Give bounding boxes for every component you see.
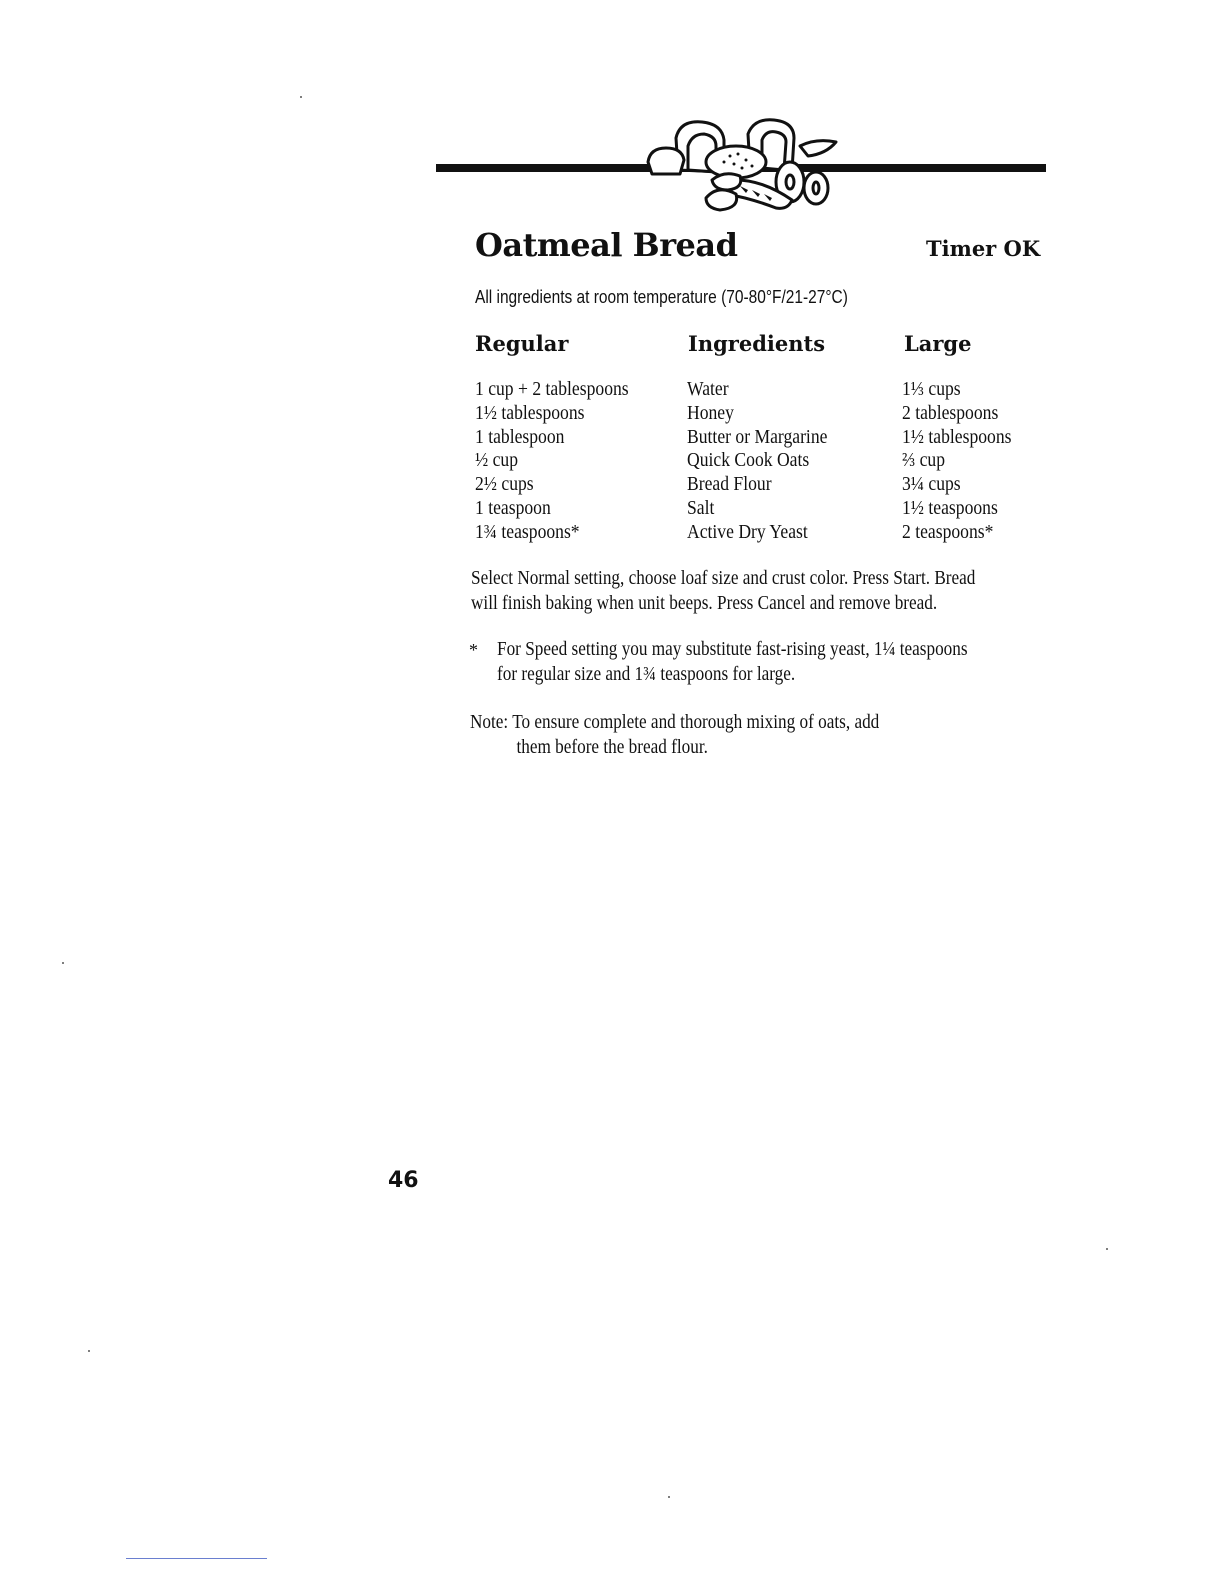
regular-amount: 1½ tablespoons [475, 401, 585, 424]
regular-amount: 1 teaspoon [475, 496, 551, 519]
ingredient-name: Honey [687, 401, 734, 424]
scan-speck [300, 96, 302, 98]
footnote-line: For Speed setting you may substitute fast-rising yeast, 1¼ teaspoons [497, 638, 968, 660]
ingredient-name: Bread Flour [687, 473, 772, 496]
note-line: them before the bread flour. [516, 735, 708, 758]
instructions [471, 566, 975, 615]
column-header-large: Large [904, 331, 972, 356]
instructions-line: will finish baking when unit beeps. Press Cancel and remove bread. [471, 591, 938, 614]
large-amount: 1½ tablespoons [902, 425, 1012, 448]
scan-speck [62, 962, 64, 964]
ingredient-name: Water [687, 378, 729, 400]
regular-amounts-column [475, 378, 629, 545]
large-amount: 1½ teaspoons [902, 496, 998, 519]
footnote [497, 637, 968, 686]
regular-amount: 1¾ teaspoons* [475, 520, 580, 543]
large-amount: 2 tablespoons [902, 401, 999, 424]
scan-speck [1106, 1248, 1108, 1250]
ingredients-column [687, 378, 827, 545]
regular-amount: 1 cup + 2 tablespoons [475, 378, 629, 400]
footnote-line: for regular size and 1¾ teaspoons for large. [497, 662, 796, 685]
footnote-marker: * [469, 640, 478, 660]
ingredient-name: Active Dry Yeast [687, 520, 808, 543]
large-amount: 2 teaspoons* [902, 520, 994, 543]
bottom-line [126, 1558, 267, 1559]
recipe-title: Oatmeal Bread [475, 226, 738, 264]
regular-amount: 1 tablespoon [475, 425, 565, 448]
scan-speck [88, 1350, 90, 1352]
large-amount: ⅔ cup [902, 449, 946, 472]
regular-amount: ½ cup [475, 449, 519, 472]
timer-label: Timer OK [926, 236, 1041, 261]
instructions-line: Select Normal setting, choose loaf size and crust color. Press Start. Bread [471, 567, 976, 589]
bread-illustration [640, 110, 850, 220]
recipe-subtitle: All ingredients at room temperature (70-80°F/21-27°C) [475, 287, 848, 307]
large-amounts-column [902, 378, 1012, 545]
ingredient-name: Salt [687, 496, 715, 519]
large-amount: 3¼ cups [902, 473, 961, 496]
regular-amount: 2½ cups [475, 473, 534, 496]
ingredient-name: Quick Cook Oats [687, 449, 810, 472]
column-header-ingredients: Ingredients [688, 331, 826, 356]
ingredient-name: Butter or Margarine [687, 425, 828, 448]
column-header-regular: Regular [475, 331, 569, 356]
large-amount: 1⅓ cups [902, 378, 961, 400]
note-line: Note: To ensure complete and thorough mixing of oats, add [470, 711, 880, 733]
page-number: 46 [388, 1168, 419, 1193]
note [470, 710, 879, 759]
scan-speck [668, 1496, 670, 1498]
